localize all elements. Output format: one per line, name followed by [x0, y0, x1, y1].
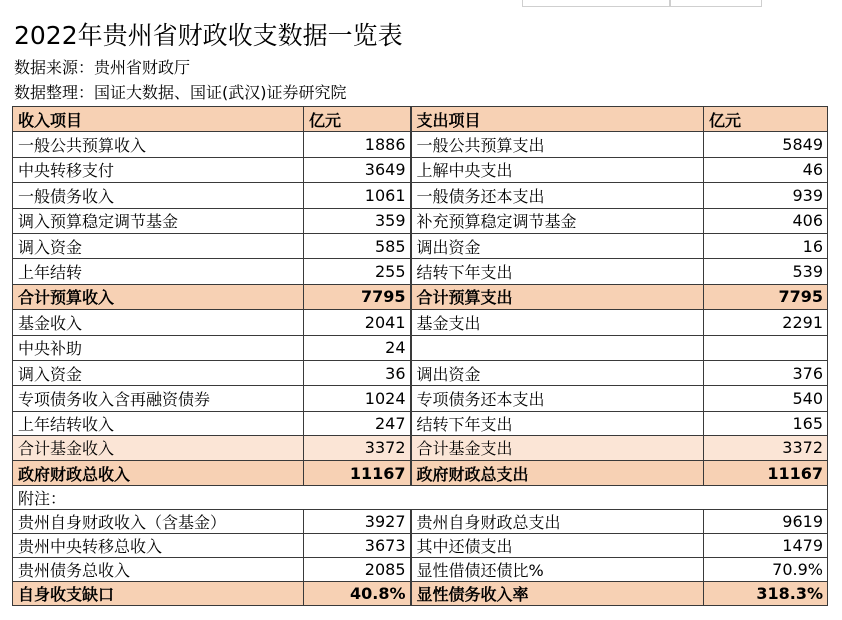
table-row	[13, 360, 828, 385]
income-item: 调入资金	[13, 233, 304, 258]
expense-value: 3372	[704, 435, 828, 460]
note-expense-item: 显性借债还债比%	[411, 558, 704, 582]
window-strip-left	[522, 0, 670, 7]
income-value: 7795	[304, 284, 411, 309]
income-value: 1886	[304, 132, 411, 157]
income-value: 36	[304, 360, 411, 385]
income-item: 专项债务收入含再融资债券	[13, 386, 304, 411]
fund-total-row	[13, 435, 828, 460]
expense-value: 2291	[704, 310, 828, 335]
header-income-unit: 亿元	[304, 107, 411, 132]
expense-value: 16	[704, 233, 828, 258]
note-expense-value: 70.9%	[704, 558, 828, 582]
page-title: 2022年贵州省财政收支数据一览表	[14, 21, 403, 50]
expense-item: 合计基金支出	[411, 435, 704, 460]
expense-item: 政府财政总支出	[411, 461, 704, 486]
expense-value: 11167	[704, 461, 828, 486]
expense-item: 合计预算支出	[411, 284, 704, 309]
window-strip-right	[670, 0, 762, 7]
debt-rate-value: 318.3%	[704, 582, 828, 606]
note-income-item: 贵州中央转移总收入	[13, 534, 304, 558]
note-expense-item: 贵州自身财政总支出	[411, 510, 704, 534]
data-source: 数据来源：贵州省财政厅	[14, 58, 191, 77]
income-item: 一般债务收入	[13, 183, 304, 208]
income-item: 合计基金收入	[13, 435, 304, 460]
income-item: 一般公共预算收入	[13, 132, 304, 157]
final-row	[13, 582, 828, 606]
expense-item	[411, 335, 704, 360]
income-value: 3372	[304, 435, 411, 460]
expense-item: 专项债务还本支出	[411, 386, 704, 411]
note-row	[13, 534, 828, 558]
grand-total-row	[13, 461, 828, 486]
expense-item: 基金支出	[411, 310, 704, 335]
finance-table	[12, 106, 828, 606]
expense-value: 165	[704, 411, 828, 435]
income-value: 2041	[304, 310, 411, 335]
income-value: 255	[304, 259, 411, 284]
income-item: 调入预算稳定调节基金	[13, 208, 304, 233]
income-value: 585	[304, 233, 411, 258]
expense-item: 补充预算稳定调节基金	[411, 208, 704, 233]
header-income-item: 收入项目	[13, 107, 304, 132]
expense-value: 5849	[704, 132, 828, 157]
header-expense-unit: 亿元	[704, 107, 828, 132]
income-value: 1061	[304, 183, 411, 208]
income-item: 基金收入	[13, 310, 304, 335]
table-row	[13, 310, 828, 335]
expense-value: 539	[704, 259, 828, 284]
note-label-row	[13, 486, 828, 510]
expense-value: 376	[704, 360, 828, 385]
table-row	[13, 208, 828, 233]
note-income-item: 贵州债务总收入	[13, 558, 304, 582]
expense-value: 46	[704, 157, 828, 182]
note-expense-item: 其中还债支出	[411, 534, 704, 558]
header-expense-item: 支出项目	[411, 107, 704, 132]
expense-item: 上解中央支出	[411, 157, 704, 182]
expense-value: 406	[704, 208, 828, 233]
expense-item: 调出资金	[411, 233, 704, 258]
income-value: 11167	[304, 461, 411, 486]
income-item: 上年结转	[13, 259, 304, 284]
table-row	[13, 411, 828, 435]
note-income-value: 3673	[304, 534, 411, 558]
table-row	[13, 157, 828, 182]
table-row	[13, 233, 828, 258]
budget-total-row	[13, 284, 828, 309]
table-row	[13, 335, 828, 360]
expense-value	[704, 335, 828, 360]
expense-item: 一般债务还本支出	[411, 183, 704, 208]
expense-value: 540	[704, 386, 828, 411]
income-item: 合计预算收入	[13, 284, 304, 309]
note-income-item: 贵州自身财政收入（含基金）	[13, 510, 304, 534]
income-item: 中央转移支付	[13, 157, 304, 182]
gap-value: 40.8%	[304, 582, 411, 606]
income-item: 中央补助	[13, 335, 304, 360]
income-item: 上年结转收入	[13, 411, 304, 435]
note-income-value: 2085	[304, 558, 411, 582]
note-income-value: 3927	[304, 510, 411, 534]
income-value: 24	[304, 335, 411, 360]
expense-value: 7795	[704, 284, 828, 309]
expense-item: 调出资金	[411, 360, 704, 385]
income-value: 359	[304, 208, 411, 233]
gap-label: 自身收支缺口	[13, 582, 304, 606]
table-header	[13, 107, 828, 132]
expense-item: 结转下年支出	[411, 411, 704, 435]
table-row	[13, 183, 828, 208]
income-item: 政府财政总收入	[13, 461, 304, 486]
note-row	[13, 510, 828, 534]
table-row	[13, 386, 828, 411]
note-label: 附注：	[13, 486, 828, 510]
income-value: 247	[304, 411, 411, 435]
note-row	[13, 558, 828, 582]
note-expense-value: 1479	[704, 534, 828, 558]
note-expense-value: 9619	[704, 510, 828, 534]
expense-item: 结转下年支出	[411, 259, 704, 284]
expense-item: 一般公共预算支出	[411, 132, 704, 157]
income-item: 调入资金	[13, 360, 304, 385]
data-compiler: 数据整理：国证大数据、国证(武汉)证券研究院	[14, 83, 347, 102]
expense-value: 939	[704, 183, 828, 208]
table-row	[13, 132, 828, 157]
table-row	[13, 259, 828, 284]
income-value: 1024	[304, 386, 411, 411]
debt-rate-label: 显性债务收入率	[411, 582, 704, 606]
income-value: 3649	[304, 157, 411, 182]
